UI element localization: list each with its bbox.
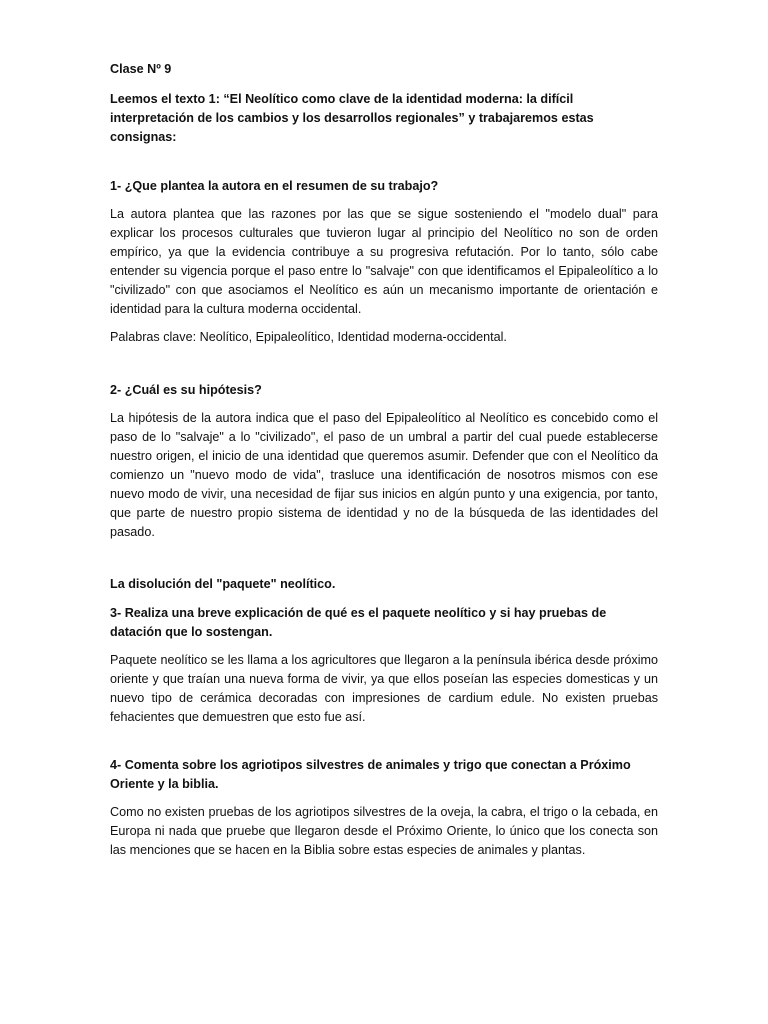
question-4: 4- Comenta sobre los agriotipos silvestres de animales y trigo que conectan a Próximo Oriente y la biblia.	[110, 758, 631, 791]
question-1: 1- ¿Que plantea la autora en el resumen de su trabajo?	[110, 179, 439, 193]
answer-3: Paquete neolítico se les llama a los agricultores que llegaron a la península ibérica desde próximo oriente y que traían una nueva forma de vivir, ya que ellos poseían las especies domesticas y un nuevo tipo de cerámica decoradas con impresiones de cardium edule. No existen pruebas fehacientes que demuestren que esto fue así.	[110, 653, 658, 724]
question-2: 2- ¿Cuál es su hipótesis?	[110, 383, 262, 397]
document-page	[110, 60, 658, 869]
intro-paragraph: Leemos el texto 1: “El Neolítico como clave de la identidad moderna: la difícil interpretación de los cambios y los desarrollos regionales” y trabajaremos estas consignas:	[110, 92, 594, 144]
section-title: La disolución del "paquete" neolítico.	[110, 577, 336, 591]
keywords-line: Palabras clave: Neolítico, Epipaleolítico, Identidad moderna-occidental.	[110, 330, 507, 344]
document-title: Clase Nº 9	[110, 62, 172, 76]
answer-4: Como no existen pruebas de los agriotipos silvestres de la oveja, la cabra, el trigo o la cebada, en Europa ni nada que pruebe que llegaron desde el Próximo Oriente, lo único que los conecta son las menciones que se hacen en la Biblia sobre estas especies de animales y plantas.	[110, 805, 658, 857]
answer-1: La autora plantea que las razones por las que se sigue sosteniendo el "modelo dual" para explicar los procesos culturales que tuvieron lugar al principio del Neolítico no son de orden empírico, ya que la evidencia contribuye a su progresiva refutación. Por lo tanto, sólo cabe entender su vigencia porque el paso entre lo "salvaje" con que identificamos el Epipaleolítico a lo "civilizado" con que asociamos el Neolítico es aún un mecanismo importante de orientación e identidad para la cultura moderna occidental.	[110, 207, 658, 316]
question-3: 3- Realiza una breve explicación de qué es el paquete neolítico y si hay pruebas de datación que lo sostengan.	[110, 606, 607, 639]
answer-2: La hipótesis de la autora indica que el paso del Epipaleolítico al Neolítico es concebido como el paso de lo "salvaje" a lo "civilizado", el paso de un umbral a partir del cual puede establecerse nuestro origen, el inicio de una identidad que queremos asumir. Defender que con el Neolítico da comienzo un "nuevo modo de vida", trasluce una identificación de nosotros mismos con ese nuevo modo de vivir, una necesidad de fijar sus inicios en algún punto y una exigencia, por tanto, que parte de nuestro propio sistema de identidad y no de la búsqueda de las identidades del pasado.	[110, 411, 658, 539]
